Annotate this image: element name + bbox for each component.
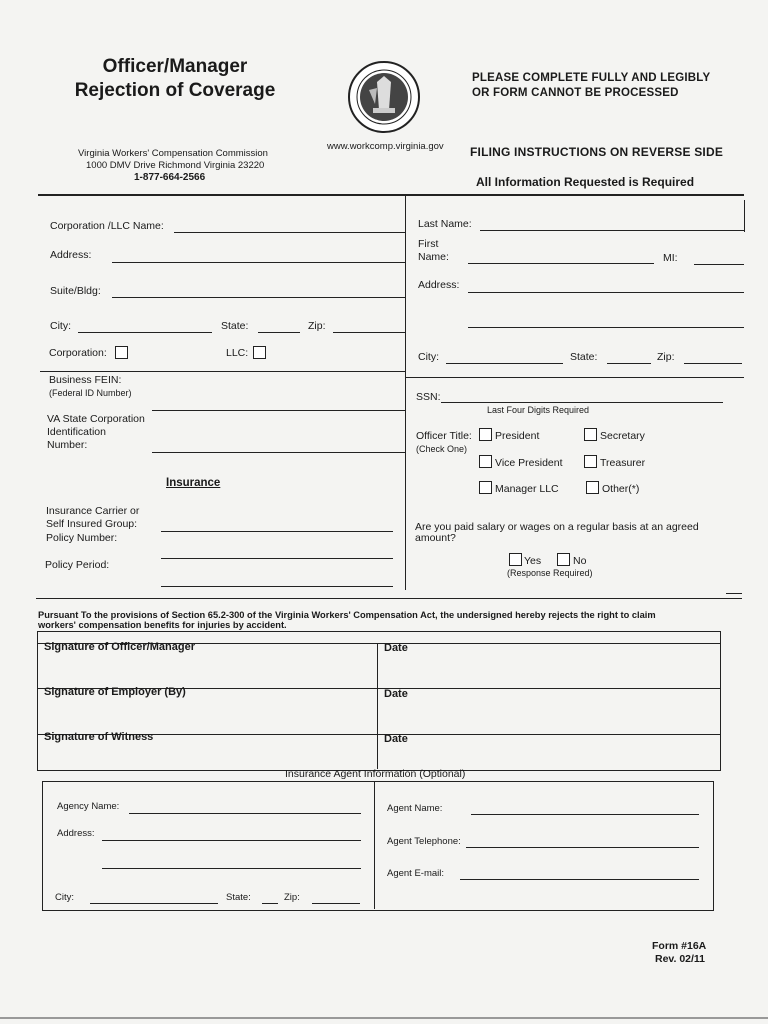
main-section-bottom	[36, 598, 742, 599]
employer-signature-label: Signature of Employer (By)	[44, 686, 186, 698]
suite-field[interactable]	[112, 297, 406, 298]
agent-name-label: Agent Name:	[387, 803, 443, 814]
agency-name: Virginia Workers' Compensation Commission	[78, 148, 268, 159]
agent-phone-label: Agent Telephone:	[387, 836, 461, 847]
officer-signature-label: Signature of Officer/Manager	[44, 641, 195, 653]
rejection-statement-line2: workers' compensation benefits for injuries by accident.	[38, 620, 287, 630]
ssn-field[interactable]	[441, 402, 723, 403]
employer-state-label: State:	[221, 320, 249, 332]
policy-number-label: Policy Number:	[46, 532, 118, 544]
treasurer-label: Treasurer	[600, 457, 646, 469]
witness-date-field[interactable]	[380, 746, 716, 767]
officer-signature-field[interactable]	[40, 655, 374, 686]
agency-zip-label: Zip:	[284, 892, 300, 903]
agent-phone-field[interactable]	[466, 847, 699, 848]
va-scc-label-line1: VA State Corporation	[47, 413, 145, 425]
agent-email-field[interactable]	[460, 879, 699, 880]
officer-zip-label: Zip:	[657, 351, 675, 363]
president-checkbox[interactable]	[479, 428, 492, 441]
agency-name-field[interactable]	[129, 813, 361, 814]
salary-question-line1: Are you paid salary or wages on a regular basis at an agreed	[415, 521, 699, 533]
agency-address-label: Address:	[57, 828, 95, 839]
fein-label: Business FEIN:	[49, 374, 122, 386]
treasurer-checkbox[interactable]	[584, 455, 597, 468]
all-info-required: All Information Requested is Required	[476, 175, 695, 189]
witness-signature-label: Signature of Witness	[44, 731, 154, 743]
employer-address-field[interactable]	[112, 262, 406, 263]
agency-city-field[interactable]	[90, 903, 218, 904]
agent-email-label: Agent E-mail:	[387, 868, 445, 879]
agency-zip-field[interactable]	[312, 903, 360, 904]
form-revision: Rev. 02/11	[655, 953, 706, 965]
president-label: President	[495, 430, 540, 442]
insurance-heading: Insurance	[166, 477, 221, 489]
mi-field[interactable]	[694, 264, 744, 265]
witness-signature-field[interactable]	[40, 746, 374, 767]
corporation-label: Corporation:	[49, 347, 107, 359]
no-checkbox[interactable]	[557, 553, 570, 566]
officer-city-field[interactable]	[446, 363, 563, 364]
header-divider	[38, 194, 744, 196]
employer-signature-field[interactable]	[40, 700, 374, 732]
rejection-statement-line1: Pursuant To the provisions of Section 65.2-300 of the Virginia Workers' Compensation Act, the undersigned hereby rejects the right to claim	[38, 610, 656, 620]
last-name-label: Last Name:	[418, 218, 472, 230]
witness-date-label: Date	[384, 733, 408, 745]
virginia-seal-icon	[347, 60, 421, 134]
check-one-note: (Check One)	[416, 444, 468, 454]
first-name-label-line2: Name:	[418, 251, 449, 263]
agent-box-divider	[374, 781, 375, 909]
page-bottom-edge	[0, 1017, 768, 1019]
corp-name-label: Corporation /LLC Name:	[50, 220, 164, 232]
employer-date-field[interactable]	[380, 700, 716, 732]
policy-period-field[interactable]	[161, 586, 393, 587]
llc-label: LLC:	[226, 347, 249, 359]
vice-president-checkbox[interactable]	[479, 455, 492, 468]
right-edge-mark	[744, 200, 745, 232]
vice-president-label: Vice President	[495, 457, 563, 469]
agency-city-label: City:	[55, 892, 74, 903]
fein-field[interactable]	[152, 410, 406, 411]
carrier-label-line2: Self Insured Group:	[46, 518, 138, 530]
form-title-line2: Rejection of Coverage	[74, 80, 276, 101]
officer-address-field[interactable]	[468, 292, 744, 293]
no-label: No	[573, 555, 587, 567]
form-title-line1: Officer/Manager	[102, 56, 248, 77]
notice-line2: OR FORM CANNOT BE PROCESSED	[472, 87, 679, 99]
filing-instructions: FILING INSTRUCTIONS ON REVERSE SIDE	[470, 145, 724, 159]
agent-info-box	[42, 781, 714, 911]
salary-question-line2: amount?	[415, 532, 456, 544]
officer-zip-field[interactable]	[684, 363, 742, 364]
first-name-field[interactable]	[468, 263, 654, 264]
agency-phone: 1-877-664-2566	[134, 172, 206, 183]
notice-line1: PLEASE COMPLETE FULLY AND LEGIBLY	[472, 72, 711, 84]
officer-date-label: Date	[384, 642, 408, 654]
employer-zip-label: Zip:	[308, 320, 326, 332]
manager-llc-label: Manager LLC	[495, 483, 559, 495]
agency-address-field[interactable]	[102, 840, 361, 841]
officer-address-field-2[interactable]	[468, 327, 744, 328]
corp-name-field[interactable]	[174, 232, 406, 233]
fein-sublabel: (Federal ID Number)	[49, 388, 132, 398]
ssn-note: Last Four Digits Required	[487, 405, 590, 415]
agent-info-heading: Insurance Agent Information (Optional)	[285, 768, 466, 780]
website: www.workcomp.virginia.gov	[327, 141, 444, 152]
va-scc-label-line3: Number:	[47, 439, 88, 451]
employer-city-field[interactable]	[78, 332, 212, 333]
corporation-checkbox[interactable]	[115, 346, 128, 359]
other-checkbox[interactable]	[586, 481, 599, 494]
officer-state-field[interactable]	[607, 363, 651, 364]
agent-name-field[interactable]	[471, 814, 699, 815]
form-number: Form #16A	[652, 940, 707, 952]
response-required-note: (Response Required)	[507, 568, 593, 578]
first-name-label-line1: First	[418, 238, 439, 250]
llc-checkbox[interactable]	[253, 346, 266, 359]
agency-state-field[interactable]	[262, 903, 278, 904]
employer-address-label: Address:	[50, 249, 92, 261]
carrier-field[interactable]	[161, 531, 393, 532]
employer-date-label: Date	[384, 688, 408, 700]
suite-label: Suite/Bldg:	[50, 285, 101, 297]
agency-address: 1000 DMV Drive Richmond Virginia 23220	[86, 160, 265, 171]
secretary-label: Secretary	[600, 430, 645, 442]
signature-date-divider	[377, 643, 378, 769]
manager-llc-checkbox[interactable]	[479, 481, 492, 494]
carrier-label-line1: Insurance Carrier or	[46, 505, 140, 517]
yes-label: Yes	[524, 555, 542, 567]
yes-checkbox[interactable]	[509, 553, 522, 566]
agency-name-label: Agency Name:	[57, 801, 120, 812]
last-name-field[interactable]	[480, 230, 744, 231]
employer-state-field[interactable]	[258, 332, 300, 333]
officer-divider	[406, 377, 744, 378]
ssn-label: SSN:	[416, 391, 441, 403]
policy-number-field[interactable]	[161, 558, 393, 559]
agency-address-field-2[interactable]	[102, 868, 361, 869]
stray-mark	[726, 593, 742, 594]
officer-address-label: Address:	[418, 279, 460, 291]
secretary-checkbox[interactable]	[584, 428, 597, 441]
other-label: Other(*)	[602, 483, 640, 495]
agency-state-label: State:	[226, 892, 251, 903]
employer-zip-field[interactable]	[333, 332, 406, 333]
officer-title-label: Officer Title:	[416, 430, 472, 442]
va-scc-label-line2: Identification	[47, 426, 106, 438]
officer-city-label: City:	[418, 351, 439, 363]
officer-date-field[interactable]	[380, 655, 716, 686]
employer-city-label: City:	[50, 320, 71, 332]
va-scc-field[interactable]	[152, 452, 406, 453]
mi-label: MI:	[663, 252, 678, 264]
officer-state-label: State:	[570, 351, 598, 363]
policy-period-label: Policy Period:	[45, 559, 110, 571]
employer-divider	[40, 371, 406, 372]
column-divider	[405, 196, 406, 590]
